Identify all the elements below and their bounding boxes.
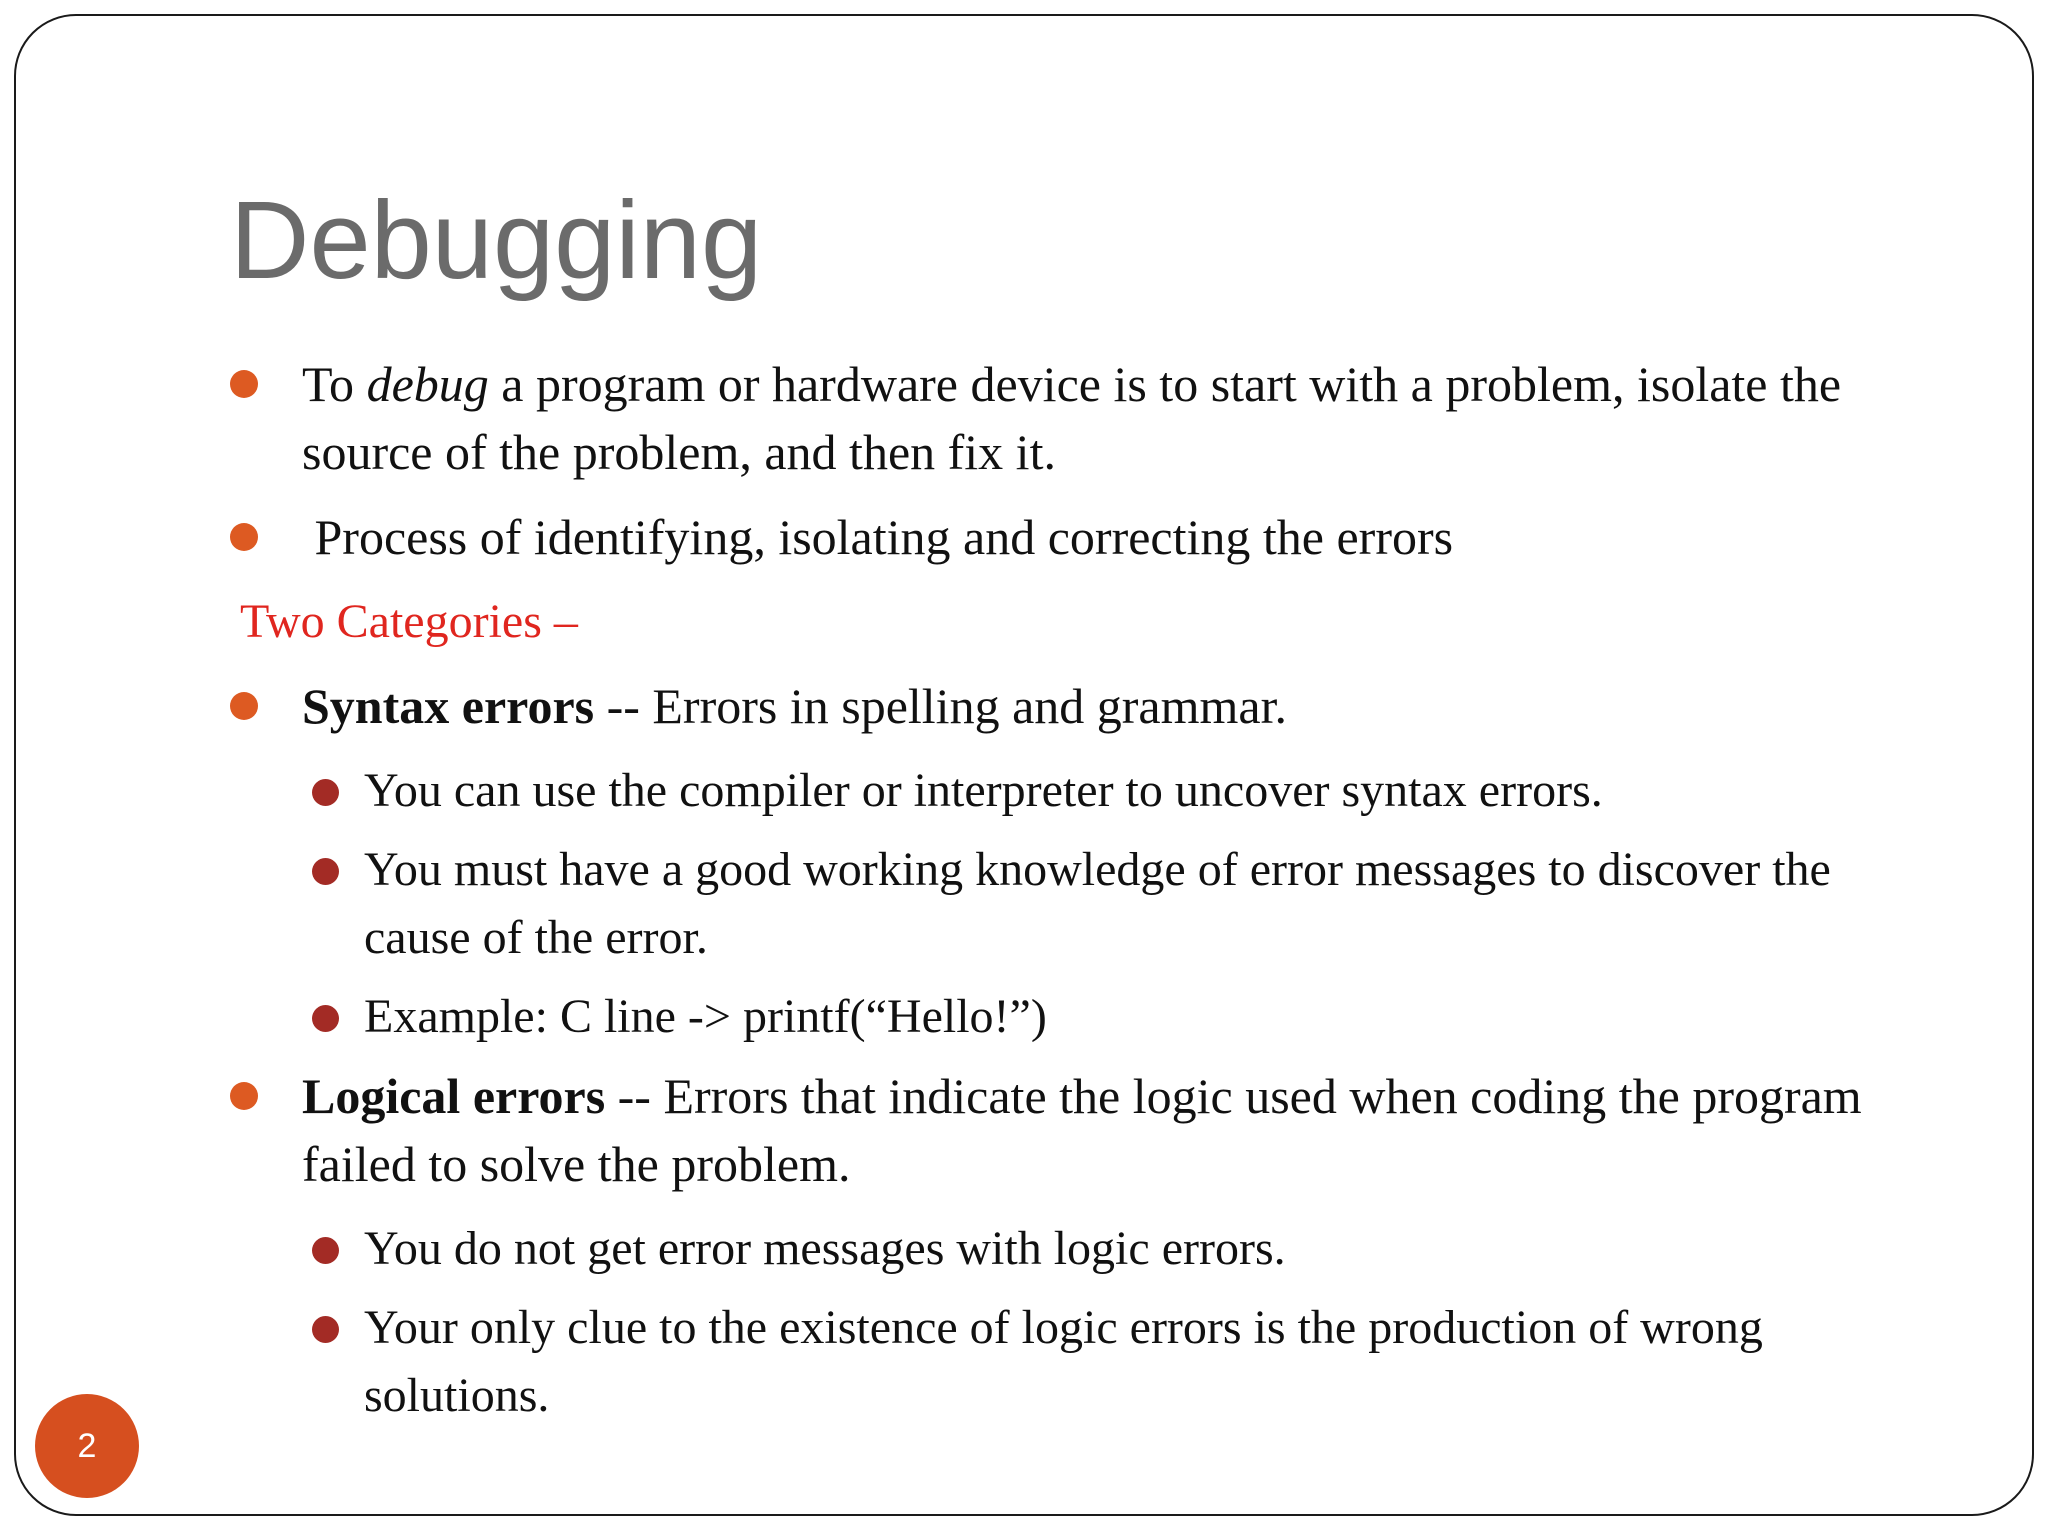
- slide-title: Debugging: [230, 179, 763, 302]
- bullet-process: [228, 503, 1948, 571]
- bullet-logical-errors: [228, 1062, 1948, 1198]
- definition-emphasis: debug: [366, 356, 489, 412]
- syntax-sub-item: [228, 836, 1948, 972]
- syntax-sub-text: You can use the compiler or interpreter to uncover syntax errors.: [364, 764, 1603, 817]
- definition-post: a program or hardware device is to start with a problem, isolate the source of the problem, and then fix it.: [302, 356, 1842, 480]
- syntax-sub-text: Example: C line -> printf(“Hello!”): [364, 990, 1047, 1043]
- definition-pre: To: [302, 356, 367, 412]
- red-bullet-icon: [312, 1237, 339, 1264]
- red-bullet-icon: [312, 858, 339, 885]
- page-number-badge: 2: [35, 1394, 139, 1498]
- bullet-syntax-errors: [228, 672, 1948, 740]
- syntax-desc: -- Errors in spelling and grammar.: [594, 678, 1287, 734]
- slide-content: [228, 350, 1948, 1441]
- orange-bullet-icon: [230, 370, 258, 398]
- logical-sub-text: You do not get error messages with logic errors.: [364, 1222, 1286, 1275]
- categories-heading: Two Categories –: [240, 595, 578, 648]
- red-bullet-icon: [312, 1316, 339, 1343]
- logical-term: Logical errors: [302, 1068, 606, 1124]
- syntax-term: Syntax errors: [302, 678, 595, 734]
- orange-bullet-icon: [230, 692, 258, 720]
- syntax-sub-item: [228, 983, 1948, 1051]
- logical-sub-text: Your only clue to the existence of logic errors is the production of wrong solutions.: [364, 1301, 1763, 1422]
- red-bullet-icon: [312, 1005, 339, 1032]
- slide: [14, 14, 2034, 1516]
- orange-bullet-icon: [230, 1082, 258, 1110]
- bullet-definition: [228, 350, 1948, 486]
- red-bullet-icon: [312, 779, 339, 806]
- syntax-sub-text: You must have a good working knowledge of error messages to discover the cause of the error.: [364, 843, 1831, 964]
- orange-bullet-icon: [230, 523, 258, 551]
- logical-sub-item: [228, 1215, 1948, 1283]
- logical-desc: -- Errors that indicate the logic used when coding the program failed to solve the problem.: [302, 1068, 1862, 1192]
- process-text: Process of identifying, isolating and correcting the errors: [302, 509, 1454, 565]
- logical-sub-item: [228, 1294, 1948, 1430]
- syntax-sub-item: [228, 757, 1948, 825]
